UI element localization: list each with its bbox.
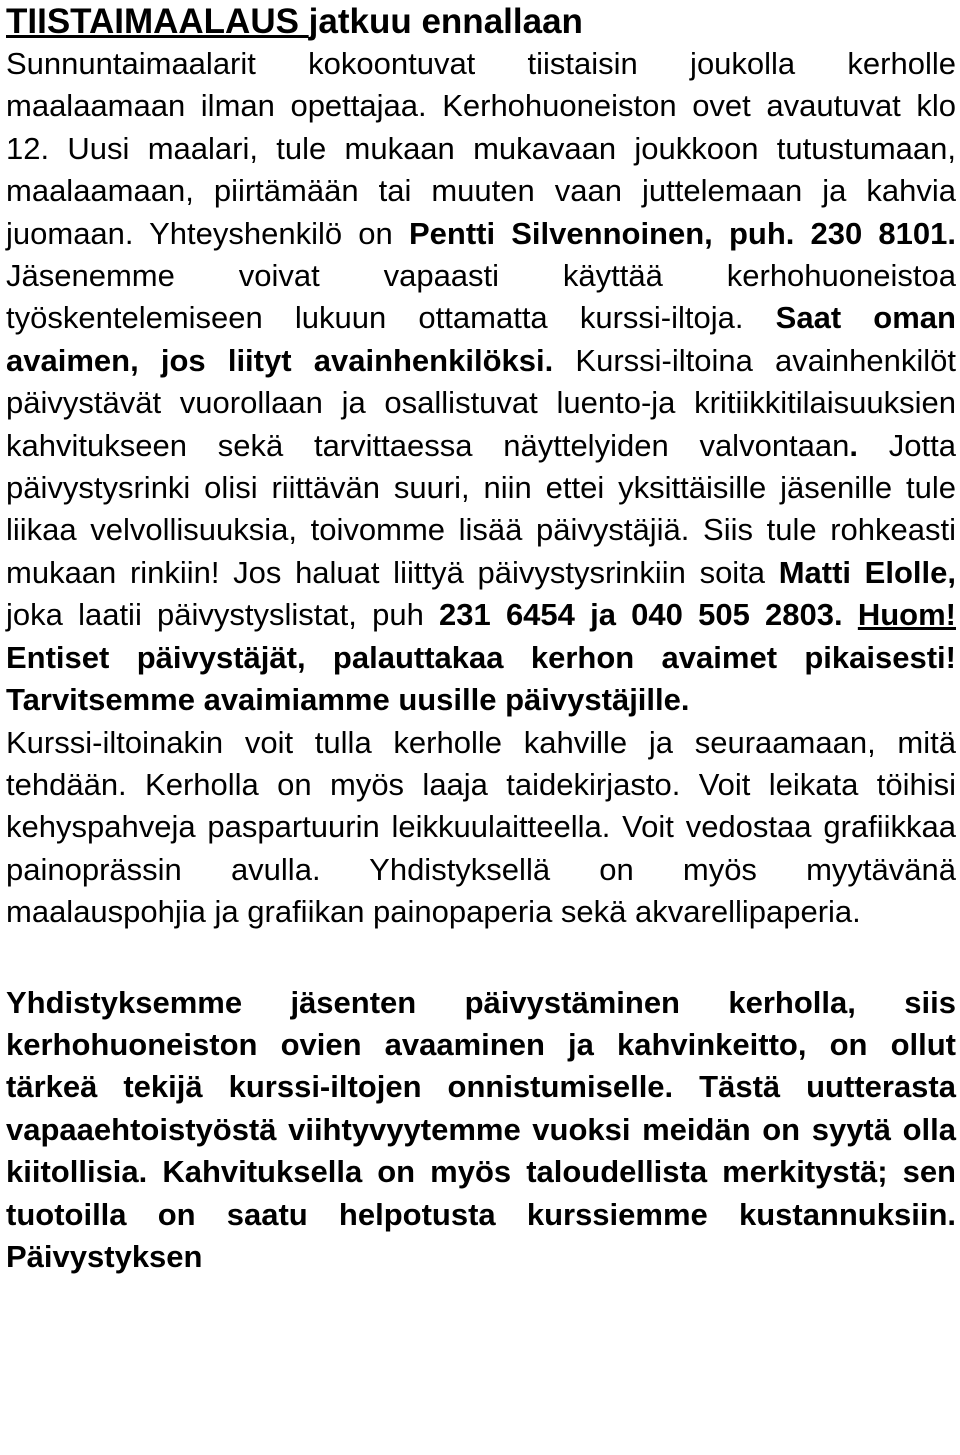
text-run: Jotta päivystysrinki olisi riittävän suuri, niin ettei yksittäisille jäsenille tule liikaa velvollisuuksia, toivomme lisää päivystäjiä. Siis tule rohkeasti mukaan rinkiin! Jos haluat liittyä päivystysrinkiin soita bbox=[6, 427, 956, 590]
text-run: Sunnuntaimaalarit kokoontuvat tiistaisin joukolla kerholle maalaamaan ilman opettajaa. Kerhohuoneiston ovet avautuvat klo 12. Uusi maalari, tule mukaan mukavaan joukkoon tutustumaan, maalaamaan, piirtämään tai muuten vaan juttelemaan ja kahvia juomaan. Yhteyshenkilö on bbox=[6, 46, 956, 251]
document-page bbox=[6, 0, 956, 1278]
bold-space bbox=[843, 597, 858, 632]
heading-rest: jatkuu ennallaan bbox=[308, 2, 583, 41]
paragraph-course-evenings: Kurssi-iltoinakin voit tulla kerholle kahville ja seuraamaan, mitä tehdään. Kerholla on myös laaja taidekirjasto. Voit leikata töihisi kehyspahveja paspartuurin leikkuulaitteella. Voit vedostaa grafiikkaa painoprässin avulla. Yhdistyksellä on myös myytävänä maalauspohjia ja grafiikan painopaperia sekä akvarellipaperia. bbox=[6, 724, 956, 930]
key-holder-bold: Saat oman avaimen, jos liityt avainhenkilöksi. bbox=[6, 300, 956, 378]
contact-person-bold: Pentti Silvennoinen, puh. 230 8101. bbox=[408, 215, 956, 251]
phone-numbers-bold: 231 6454 ja 040 505 2803. bbox=[439, 597, 843, 633]
paragraph-gap bbox=[6, 934, 956, 982]
notice-underlined: Huom! bbox=[857, 597, 956, 633]
paragraph-duty-importance: Yhdistyksemme jäsenten päivystäminen kerholla, siis kerhohuoneiston ovien avaaminen ja kahvinkeitto, on ollut tärkeä tekijä kurssi-iltojen onnistumiselle. Tästä uutterasta vapaaehtoistyöstä viihtyvyytemme vuoksi meidän on syytä olla kiitollisia. Kahvituksella on myös taloudellista merkitystä; sen tuotoilla on saatu helpotusta kurssiemme kustannuksiin. Päivystyksen bbox=[6, 984, 956, 1274]
heading-underlined-part: TIISTAIMAALAUS bbox=[6, 2, 309, 41]
notice-label bbox=[858, 597, 956, 632]
paragraph-tuesday-painting bbox=[6, 43, 956, 722]
keys-return-notice-bold: Entiset päivystäjät, palauttakaa kerhon avaimet pikaisesti! Tarvitsemme avaimiamme uusille päivystäjille. bbox=[6, 639, 956, 718]
article-heading bbox=[6, 0, 956, 44]
text-run: Kurssi-iltoina avainhenkilöt päivystävät vuorollaan ja osallistuvat luento-ja kritiikkitilaisuuksien kahvitukseen sekä tarvittaessa näyttelyiden valvontaan bbox=[6, 342, 956, 463]
text-run: Jäsenemme voivat vapaasti käyttää kerhohuoneistoa työskentelemiseen lukuun ottamatta kurssi-iltoja. bbox=[6, 258, 956, 336]
text-run: joka laatii päivystyslistat, puh bbox=[6, 597, 440, 633]
contact-name-bold: Matti Elolle, bbox=[778, 554, 956, 590]
bold-period: . bbox=[849, 427, 859, 463]
